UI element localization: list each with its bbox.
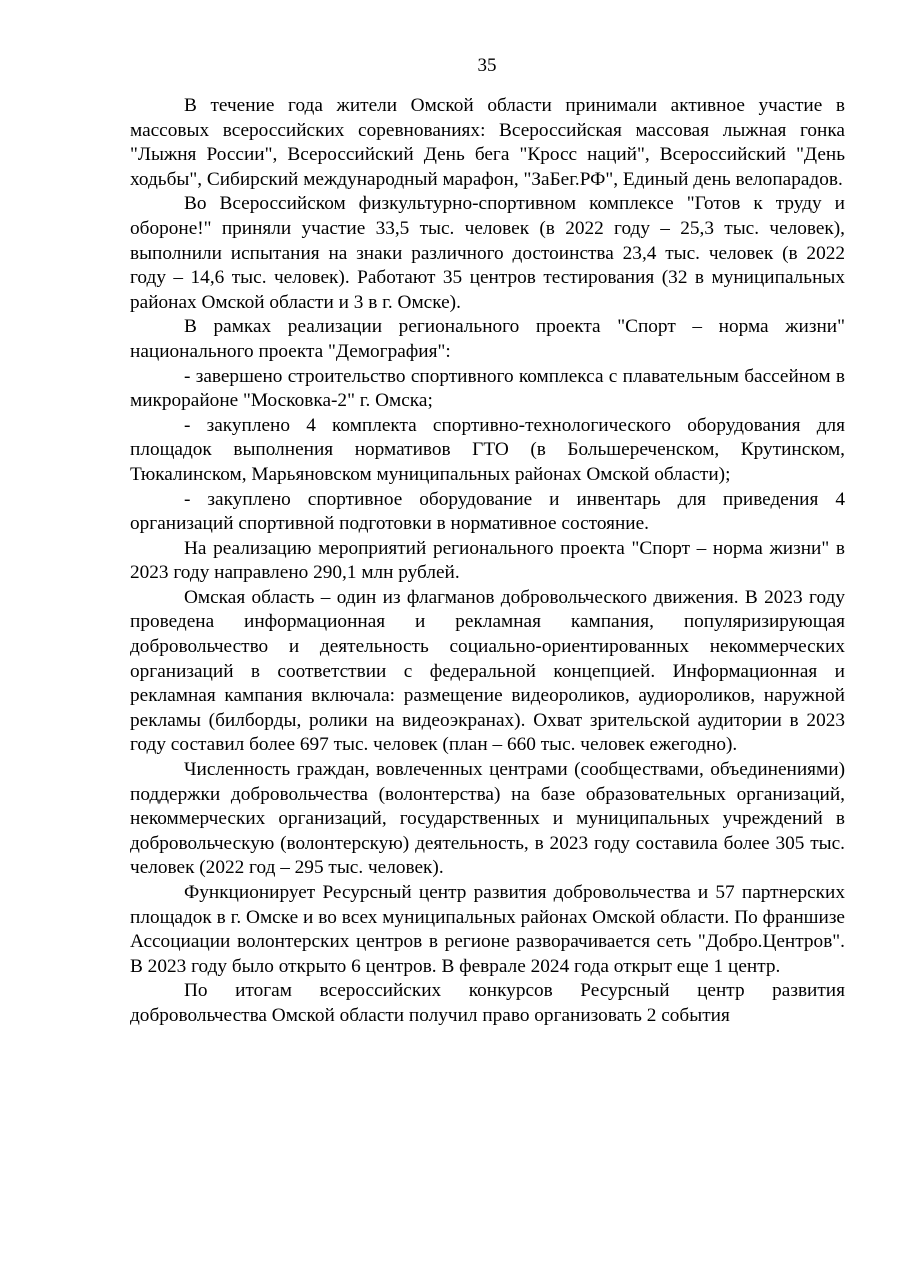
paragraph-volunteer-campaign: Омская область – один из флагманов добровольческого движения. В 2023 году проведена информационная и рекламная кампания, популяризирующая добровольчество и деятельность социально-ориентированных некоммерческих организаций в соответствии с федеральной концепцией. Информационная и рекламная кампания включала: размещение видеороликов, аудиороликов, наружной рекламы (билборды, ролики на видеоэкранах). Охват зрительской аудитории в 2023 году составил более 697 тыс. человек (план – 660 тыс. человек ежегодно). (130, 586, 845, 756)
list-item-gto-equipment: - закуплено 4 комплекта спортивно-технологического оборудования для площадок выполнения нормативов ГТО (в Большереченском, Крутинском, Тюкалинском, Марьяновском муниципальных районах Омской области); (130, 414, 845, 485)
list-item-sports-inventory: - закуплено спортивное оборудование и инвентарь для приведения 4 организаций спортивной подготовки в нормативное состояние. (130, 488, 845, 535)
paragraph-mass-competitions: В течение года жители Омской области принимали активное участие в массовых всероссийских соревнованиях: Всероссийская массовая лыжная гонка "Лыжня России", Всероссийский День бега "Кросс наций", Всероссийский "День ходьбы", Сибирский международный марафон, "ЗаБег.РФ", Единый день велопарадов. (130, 95, 845, 190)
paragraph-resource-center: Функционирует Ресурсный центр развития добровольчества и 57 партнерских площадок в г. Омске и во всех муниципальных районах Омской области. По франшизе Ассоциации волонтерских центров в регионе разворачивается сеть "Добро.Центров". В 2023 году было открыто 6 центров. В феврале 2024 года открыт еще 1 центр. (130, 882, 845, 977)
paragraph-regional-project-intro: В рамках реализации регионального проекта "Спорт – норма жизни" национального проекта "Демография": (130, 316, 845, 362)
paragraph-volunteer-count: Численность граждан, вовлеченных центрами (сообществами, объединениями) поддержки добровольчества (волонтерства) на базе образовательных организаций, некоммерческих организаций, государственных и муниципальных учреждений в добровольческую (волонтерскую) деятельность, в 2023 году составила более 305 тыс. человек (2022 год – 295 тыс. человек). (130, 759, 845, 879)
document-body (130, 94, 845, 1029)
list-item-sports-complex: - завершено строительство спортивного комплекса с плавательным бассейном в микрорайоне "Московка-2" г. Омска; (130, 365, 845, 412)
paragraph-gto-complex: Во Всероссийском физкультурно-спортивном комплексе "Готов к труду и обороне!" приняли участие 33,5 тыс. человек (в 2022 году – 25,3 тыс. человек), выполнили испытания на знаки различного достоинства 23,4 тыс. человек (в 2022 году – 14,6 тыс. человек). Работают 35 центров тестирования (32 в муниципальных районах Омской области и 3 в г. Омске). (130, 193, 845, 313)
paragraph-contest-results: По итогам всероссийских конкурсов Ресурсный центр развития добровольчества Омской области получил право организовать 2 события (130, 980, 845, 1026)
page-number: 35 (477, 55, 497, 76)
paragraph-project-funding: На реализацию мероприятий регионального проекта "Спорт – норма жизни" в 2023 году направлено 290,1 млн рублей. (130, 537, 845, 584)
